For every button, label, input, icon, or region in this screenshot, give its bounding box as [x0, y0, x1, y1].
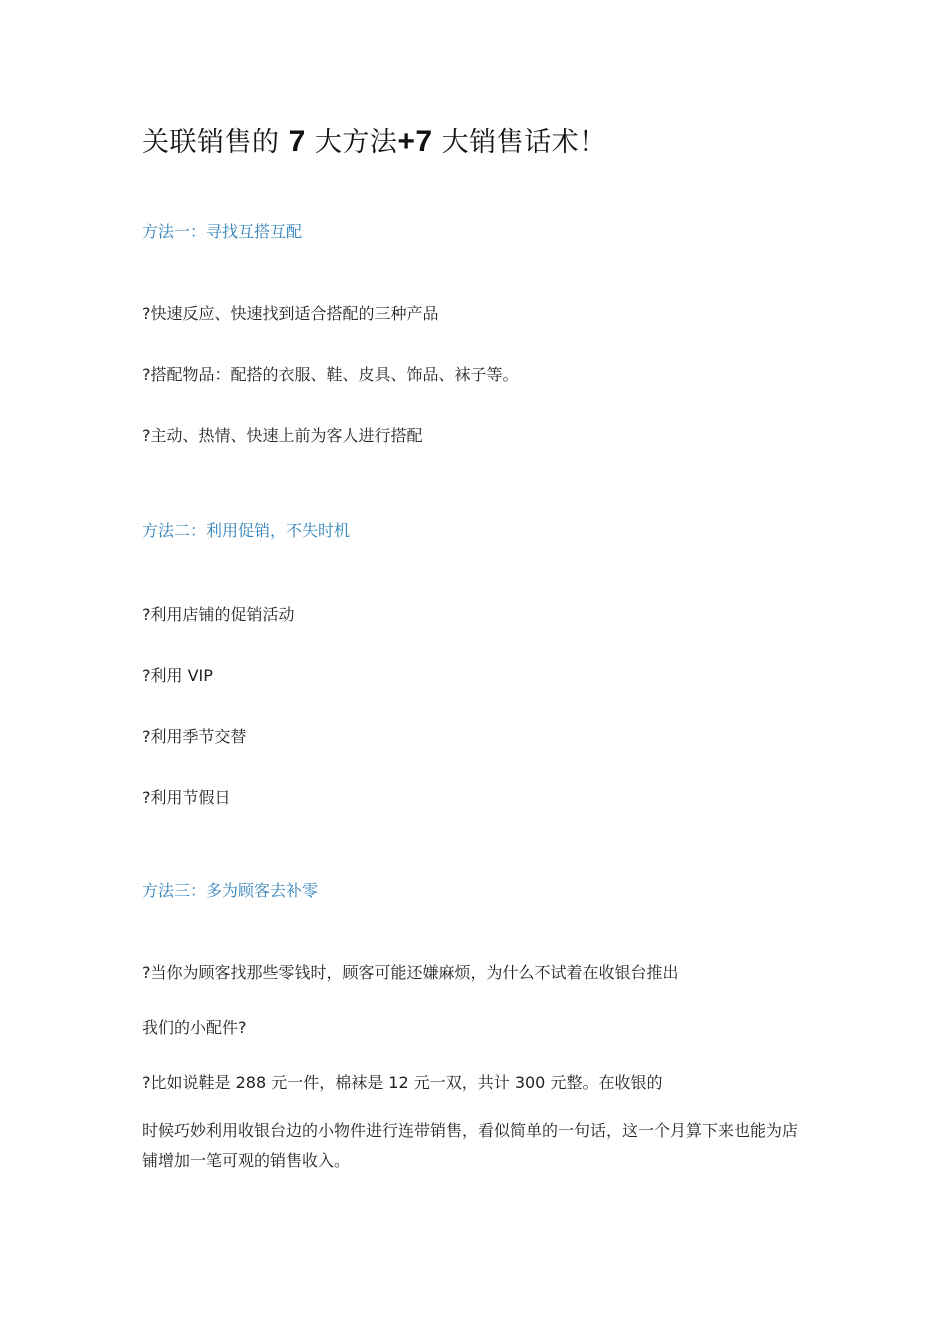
list-item: ?搭配物品：配搭的衣服、鞋、皮具、饰品、袜子等。 [142, 365, 519, 384]
title-number: +7 [397, 125, 433, 158]
title-part: 大销售话术！ [432, 127, 607, 158]
list-item: ?利用季节交替 [142, 727, 247, 746]
page-title [142, 122, 607, 163]
section-heading-3: 方法三：多为顾客去补零 [142, 881, 319, 900]
title-part: 关联销售的 [142, 127, 289, 158]
list-item: ?利用节假日 [142, 788, 231, 807]
list-item: ?利用店铺的促销活动 [142, 605, 295, 624]
section-heading-2: 方法二：利用促销，不失时机 [142, 521, 351, 540]
list-item: ?当你为顾客找那些零钱时，顾客可能还嫌麻烦，为什么不试着在收银台推出 [142, 963, 679, 982]
list-item: ?利用 VIP [142, 666, 213, 685]
list-item: ?主动、热情、快速上前为客人进行搭配 [142, 426, 423, 445]
list-item: ?快速反应、快速找到适合搭配的三种产品 [142, 304, 439, 323]
list-item: ?比如说鞋是 288 元一件，棉袜是 12 元一双，共计 300 元整。在收银的 [142, 1073, 663, 1092]
title-number: 7 [288, 125, 306, 158]
section-heading-1: 方法一：寻找互搭互配 [142, 222, 303, 241]
body-paragraph: 时候巧妙利用收银台边的小物件进行连带销售，看似简单的一句话，这一个月算下来也能为店铺增加一笔可观的销售收入。 [142, 1121, 799, 1170]
list-item: 我们的小配件? [142, 1018, 247, 1037]
title-part: 大方法 [305, 127, 398, 158]
